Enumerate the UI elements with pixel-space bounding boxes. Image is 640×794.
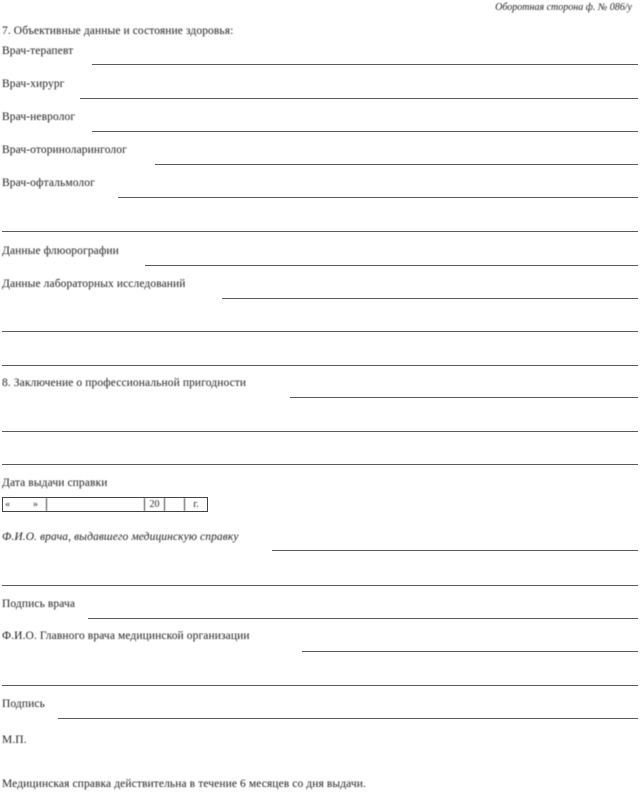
lab-tests-line[interactable]: [222, 298, 638, 299]
lab-tests-label: Данные лабораторных исследований: [2, 278, 186, 290]
section8-title: 8. Заключение о профессиональной пригодности: [2, 377, 247, 389]
footer-note: Медицинская справка действительна в течение 6 месяцев со дня выдачи.: [2, 778, 367, 790]
stamp-label: М.П.: [2, 734, 27, 746]
chief-name-label: Ф.И.О. Главного врача медицинской организации: [2, 630, 250, 642]
chief-name-line[interactable]: [302, 651, 638, 652]
conclusion-extra-line-1[interactable]: [2, 431, 638, 432]
date-month-box[interactable]: [47, 498, 145, 511]
issue-date-boxes[interactable]: [2, 497, 208, 512]
conclusion-extra-line-2[interactable]: [2, 464, 638, 465]
date-day-box[interactable]: [3, 498, 47, 511]
doctor-signature-label: Подпись врача: [2, 598, 76, 610]
neurologist-line[interactable]: [92, 131, 638, 132]
form-header: Оборотная сторона ф. № 086/у: [495, 2, 632, 13]
signature-label: Подпись: [2, 698, 45, 710]
date-year-prefix: 20: [145, 498, 165, 511]
date-year-box[interactable]: [165, 498, 185, 511]
doctor-name-line[interactable]: [272, 550, 638, 551]
doctor-name-label: Ф.И.О. врача, выдавшего медицинскую справку: [2, 531, 239, 543]
quote-close: »: [33, 499, 38, 510]
signature-line[interactable]: [58, 718, 638, 719]
chief-name-extra-line[interactable]: [2, 685, 638, 686]
surgeon-label: Врач-хирург: [2, 78, 65, 90]
fluorography-label: Данные флюорографии: [2, 245, 119, 257]
date-year-suffix: г.: [193, 499, 199, 510]
lab-tests-extra-line-2[interactable]: [2, 365, 638, 366]
therapist-line[interactable]: [92, 64, 638, 65]
doctor-signature-line[interactable]: [88, 618, 638, 619]
ent-line[interactable]: [155, 164, 638, 165]
fluorography-line[interactable]: [145, 265, 638, 266]
ent-label: Врач-оториноларинголог: [2, 144, 127, 156]
ophthalmologist-extra-line[interactable]: [2, 231, 638, 232]
ophthalmologist-line[interactable]: [118, 197, 638, 198]
neurologist-label: Врач-невролог: [2, 111, 76, 123]
surgeon-line[interactable]: [80, 98, 638, 99]
conclusion-line[interactable]: [290, 397, 638, 398]
section7-title: 7. Объективные данные и состояние здоровья:: [2, 25, 234, 37]
issue-date-label: Дата выдачи справки: [2, 477, 108, 489]
lab-tests-extra-line-1[interactable]: [2, 331, 638, 332]
therapist-label: Врач-терапевт: [2, 45, 74, 57]
quote-open: «: [5, 499, 10, 510]
ophthalmologist-label: Врач-офтальмолог: [2, 177, 95, 189]
doctor-name-extra-line[interactable]: [2, 585, 638, 586]
